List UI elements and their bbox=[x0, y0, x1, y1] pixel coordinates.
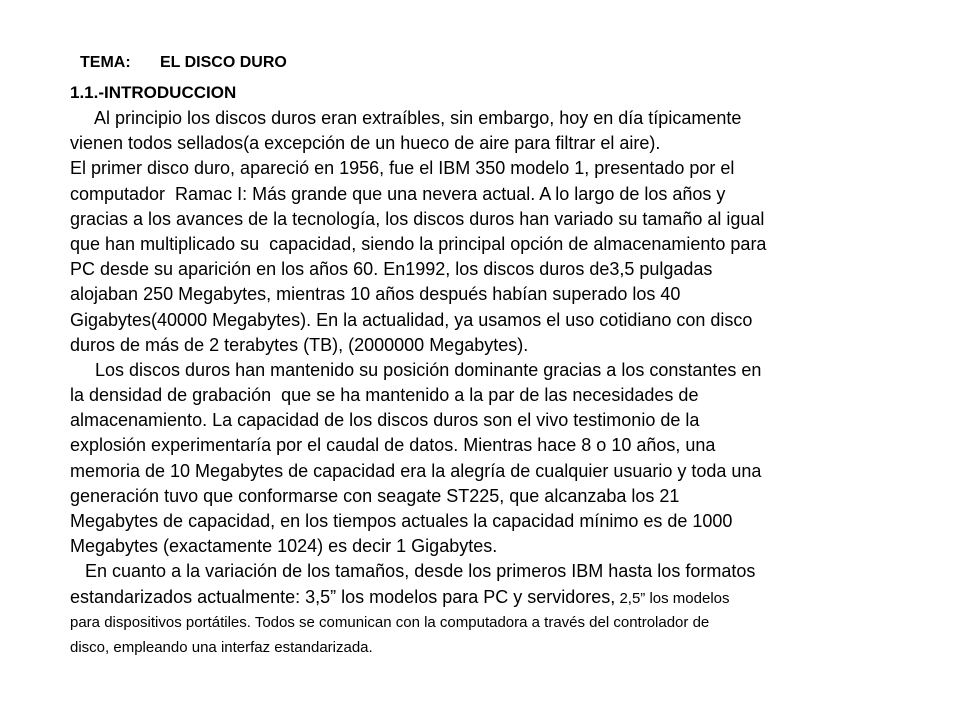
section-heading: 1.1.-INTRODUCCION bbox=[70, 83, 237, 102]
paragraph-line: alojaban 250 Megabytes, mientras 10 años después habían superado los 40 bbox=[70, 284, 681, 305]
paragraph-line: generación tuvo que conformarse con seagate ST225, que alcanzaba los 21 bbox=[70, 485, 680, 506]
topic-value: EL DISCO DURO bbox=[160, 54, 287, 71]
topic-label: TEMA: bbox=[80, 54, 131, 71]
paragraph-line: que han multiplicado su capacidad, siendo la principal opción de almacenamiento para bbox=[70, 233, 767, 254]
paragraph-line: memoria de 10 Megabytes de capacidad era la alegría de cualquier usuario y toda una bbox=[70, 460, 762, 481]
body-text bbox=[70, 106, 900, 660]
paragraph-line bbox=[70, 585, 900, 610]
paragraph-line: Megabytes (exactamente 1024) es decir 1 Gigabytes. bbox=[70, 536, 498, 557]
paragraph-line: vienen todos sellados(a excepción de un hueco de aire para filtrar el aire). bbox=[70, 133, 661, 154]
paragraph-line: la densidad de grabación que se ha mantenido a la par de las necesidades de bbox=[70, 385, 699, 406]
paragraph-line: duros de más de 2 terabytes (TB), (2000000 Megabytes). bbox=[70, 334, 529, 355]
paragraph-line-small: para dispositivos portátiles. Todos se comunican con la computadora a través del controlador de bbox=[70, 613, 710, 631]
paragraph-line: gracias a los avances de la tecnología, los discos duros han variado su tamaño al igual bbox=[70, 208, 765, 229]
paragraph-line: Al principio los discos duros eran extraíbles, sin embargo, hoy en día típicamente bbox=[70, 108, 742, 128]
paragraph-line: almacenamiento. La capacidad de los discos duros son el vivo testimonio de la bbox=[70, 410, 700, 431]
paragraph-line: En cuanto a la variación de los tamaños, desde los primeros IBM hasta los formatos bbox=[70, 561, 756, 582]
paragraph-line: Los discos duros han mantenido su posición dominante gracias a los constantes en bbox=[70, 359, 762, 380]
paragraph-line: explosión experimentaría por el caudal de datos. Mientras hace 8 o 10 años, una bbox=[70, 435, 716, 456]
paragraph-line: El primer disco duro, apareció en 1956, fue el IBM 350 modelo 1, presentado por el bbox=[70, 158, 735, 179]
paragraph-line: PC desde su aparición en los años 60. En1992, los discos duros de3,5 pulgadas bbox=[70, 259, 713, 280]
paragraph-line: Megabytes de capacidad, en los tiempos actuales la capacidad mínimo es de 1000 bbox=[70, 511, 733, 531]
paragraph-line: Gigabytes(40000 Megabytes). En la actualidad, ya usamos el uso cotidiano con disco bbox=[70, 309, 753, 330]
mixed-line-large-part: estandarizados actualmente: 3,5” los modelos para PC y servidores, bbox=[70, 586, 616, 607]
paragraph-line: computador Ramac I: Más grande que una nevera actual. A lo largo de los años y bbox=[70, 183, 726, 204]
mixed-line-small-part: 2,5” los modelos bbox=[615, 589, 730, 607]
paragraph-line-small: disco, empleando una interfaz estandarizada. bbox=[70, 638, 373, 656]
topic-line bbox=[80, 54, 287, 72]
